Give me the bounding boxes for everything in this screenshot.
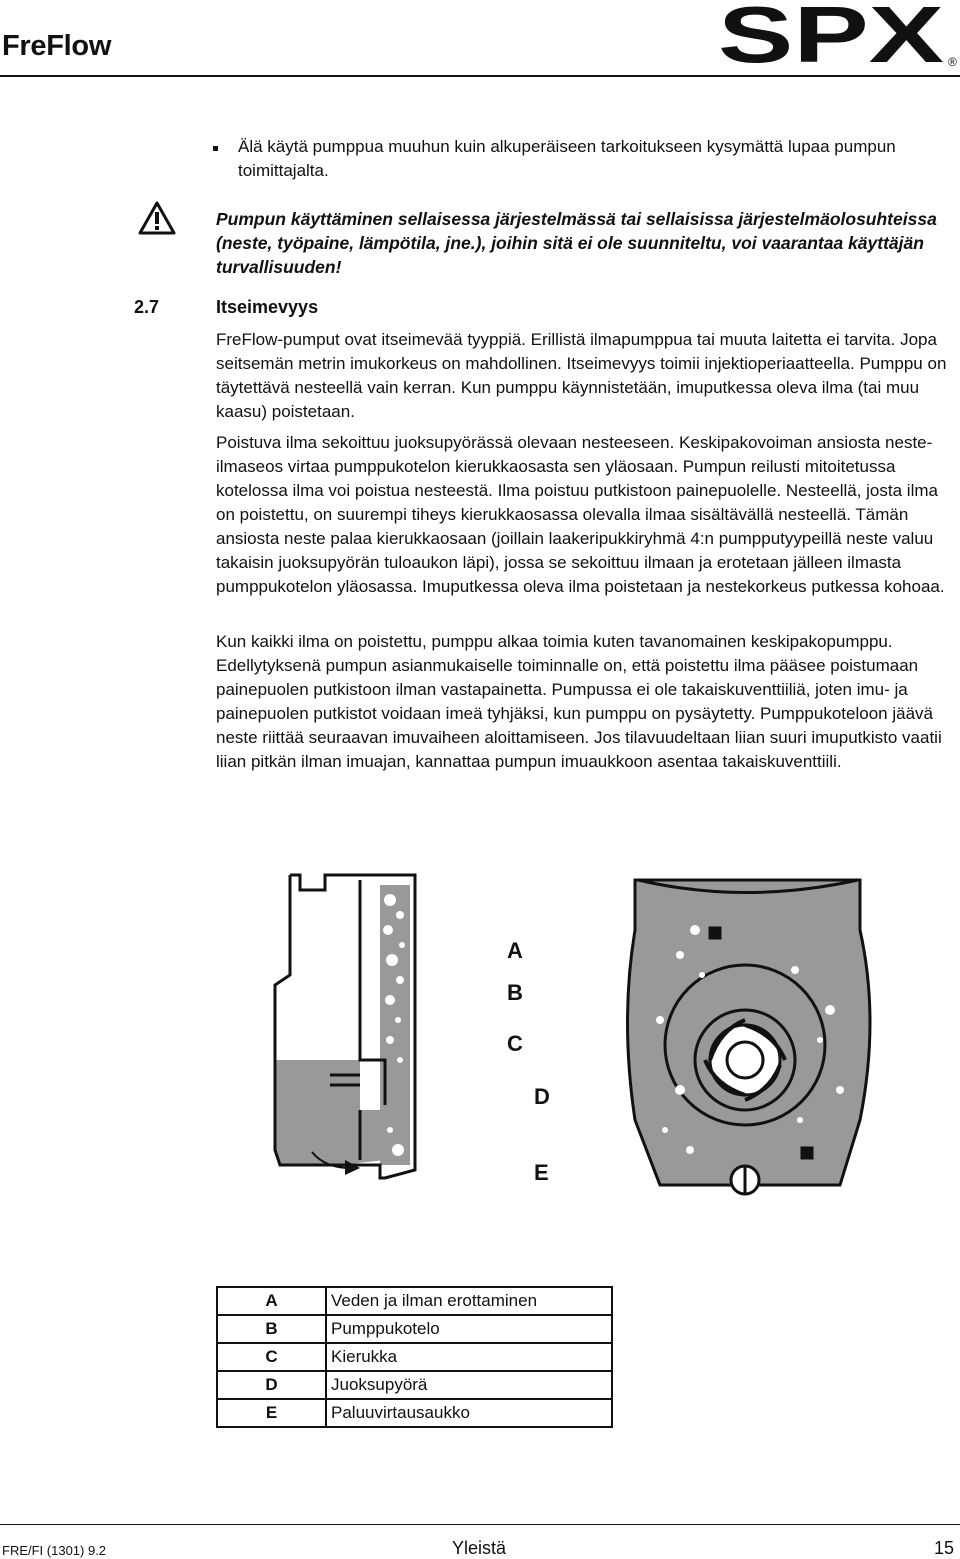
pump-volute-section (628, 880, 871, 1194)
table-row (217, 1343, 612, 1371)
legend-key: D (217, 1371, 326, 1399)
legend-table (216, 1286, 613, 1428)
pump-side-section (275, 875, 415, 1178)
legend-value: Veden ja ilman erottaminen (326, 1287, 612, 1315)
paragraph: Poistuva ilma sekoittuu juoksupyörässä olevaan nesteeseen. Keskipakovoiman ansiosta neste-ilmaseos virtaa pumppukotelon kierukkaosasta sen yläosaan. Pumpun reilusti mitoitetussa kotelossa ilma voi poistua nesteestä. Ilma poistuu putkistoon painepuolelle. Nesteellä, josta ilma on poistettu, on suurempi tiheys kierukkaosassa olevalla ilmaa sisältävällä nesteellä. Tämän ansiosta neste palaa kierukkaosaan (joillain laakeripukkiryhmä 4:n pumpputyypeillä neste valuu takaisin juoksupyörän tuloaukon läpi), jossa se sekoittuu ilmaan ja erotetaan jälleen ilmasta pumppukotelon yläosassa. Imuputkessa oleva ilma poistetaan ja nestekorkeus putkessa kohoaa. (216, 433, 945, 596)
registered-mark: ® (948, 55, 957, 69)
legend-key: B (217, 1315, 326, 1343)
bullet-text: Älä käytä pumppua muuhun kuin alkuperäiseen tarkoitukseen kysymättä lupaa pumpun toimittajalta. (238, 137, 896, 180)
paragraph: Kun kaikki ilma on poistettu, pumppu alkaa toimia kuten tavanomainen keskipakopumppu. Edellytyksenä pumpun asianmukaiselle toiminnalle on, että poistettu ilma pääsee poistumaan painepuolen putkistoon ilman vastapainetta. Pumpussa ei ole takaiskuventtiiliä, joten imu- ja painepuolen putkistot voidaan imeä tyhjäksi, kun pumppu on pysäytetty. Pumppukoteloon jäävä neste riittää seuraavan imuvaiheen aloittamiseen. Jos tilavuudeltaan liian suuri imuputkisto vaatii liian pitkän ilman imuajan, kannattaa pumpun imuaukkoon asentaa takaiskuventtiili. (216, 632, 942, 771)
figure-label-c: C (507, 1031, 523, 1056)
document-title: FreFlow (2, 30, 112, 62)
table-row (217, 1287, 612, 1315)
legend-value: Juoksupyörä (326, 1371, 612, 1399)
spx-logo (718, 0, 960, 72)
footer-divider (0, 1524, 960, 1525)
figure-label-a: A (507, 938, 523, 963)
section-title: Itseimevyys (216, 297, 319, 317)
table-row (217, 1399, 612, 1427)
header-divider (0, 75, 960, 77)
legend-key: A (217, 1287, 326, 1315)
page-number: 15 (934, 1538, 955, 1558)
warning-text: Pumpun käyttäminen sellaisessa järjestelmässä tai sellaisissa järjestelmäolosuhteissa (neste, työpaine, lämpötila, jne.), joihin sitä ei ole suunniteltu, voi vaarantaa käyttäjän turvallisuuden! (216, 209, 937, 277)
paragraph: FreFlow-pumput ovat itseimevää tyyppiä. Erillistä ilmapumppua tai muuta laitetta ei tarvita. Jopa seitsemän metrin imukorkeus on mahdollinen. Itseimevyys toimii injektioperiaatteella. Pumppu on täytettävä nesteellä vain kerran. Kun pumppu käynnistetään, imuputkessa oleva ilma (tai muu kaasu) poistetaan. (216, 330, 947, 421)
section-number: 2.7 (134, 297, 160, 317)
legend-value: Kierukka (326, 1343, 612, 1371)
logo-text: SPX (718, 0, 944, 72)
figure-label-e: E (534, 1160, 549, 1185)
footer-section-name: Yleistä (452, 1538, 507, 1558)
legend-value: Pumppukotelo (326, 1315, 612, 1343)
table-row (217, 1371, 612, 1399)
warning-triangle-icon (138, 201, 176, 235)
legend-key: E (217, 1399, 326, 1427)
table-row (217, 1315, 612, 1343)
figure-label-b: B (507, 980, 523, 1005)
bullet-marker (213, 146, 218, 151)
footer-document-code: FRE/FI (1301) 9.2 (2, 1543, 107, 1558)
legend-key: C (217, 1343, 326, 1371)
legend-value: Paluuvirtausaukko (326, 1399, 612, 1427)
figure-label-d: D (534, 1084, 550, 1109)
pump-diagram (240, 860, 880, 1210)
